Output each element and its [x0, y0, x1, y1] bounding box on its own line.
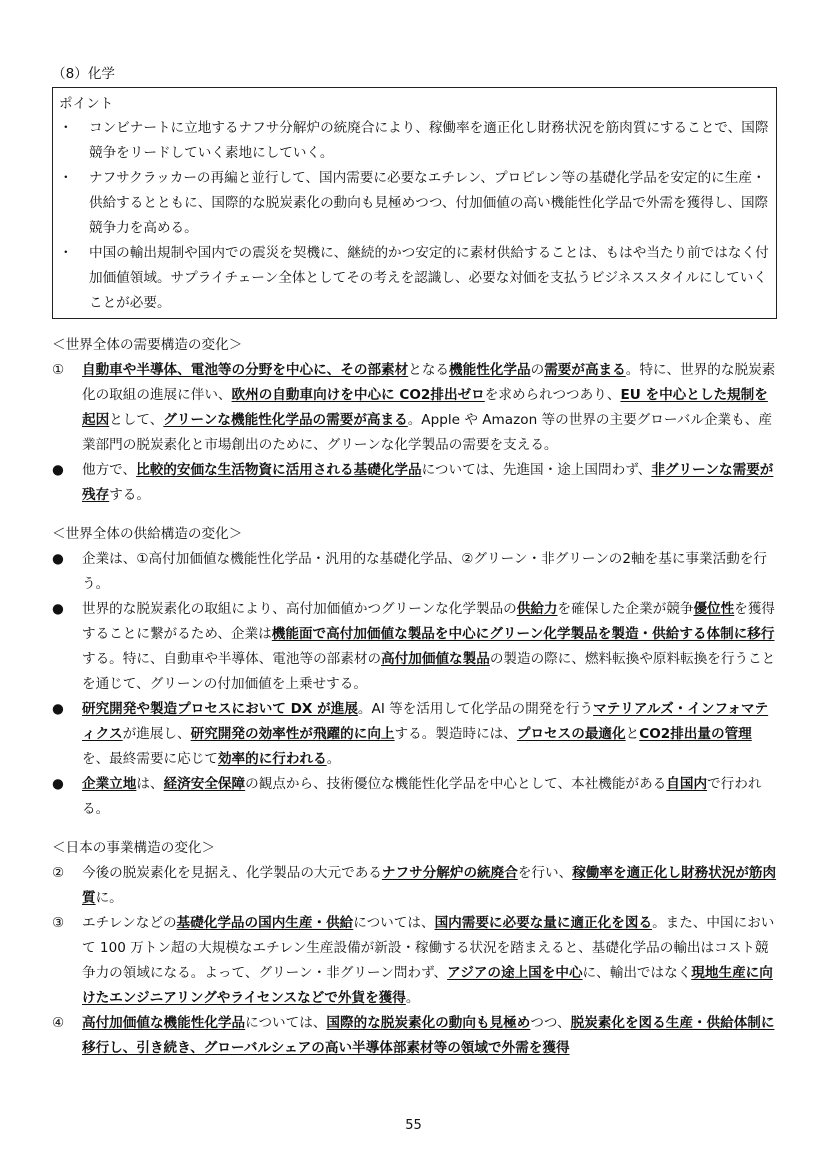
text-segment: については、	[245, 1015, 327, 1031]
text-segment: の製造の際に、燃料転換や原料転換を行うことを通じて、グリーンの付加価値を上乗せする。	[82, 651, 776, 692]
point-item	[59, 166, 772, 241]
item-text	[82, 358, 777, 458]
text-segment: に、輸出ではなく	[582, 965, 692, 981]
emphasized-text: 高付加価値な機能性化学品	[82, 1015, 246, 1031]
point-item-text: コンビナートに立地するナフサ分解炉の統廃合により、稼働率を適正化し財務状況を筋肉質にすることで、国際競争をリードしていく素地にしていく。	[89, 120, 769, 161]
item-text	[82, 597, 777, 697]
section-title: （8）化学	[52, 66, 116, 82]
emphasized-text: 機能面で高付加価値な製品を中心にグリーン化学製品を製造・供給する体制に移行	[271, 626, 775, 642]
body-sections	[52, 333, 777, 1061]
emphasized-text: 脱炭素化を図る生産・供給体制に移行し、引き続き、グローバルシェアの高い半導体部素材等の領域で外需を獲得	[82, 1015, 775, 1056]
emphasized-text: ナフサ分解炉の統廃合	[381, 865, 518, 881]
text-segment: 。	[405, 990, 420, 1006]
item-marker: ●	[52, 701, 64, 717]
list-item	[52, 861, 777, 911]
text-segment: となる	[408, 362, 450, 378]
list-item	[52, 697, 777, 772]
text-segment: の観点から、技術優位な機能性化学品を中心として、本社機能がある	[245, 776, 667, 792]
list-item	[52, 772, 777, 822]
emphasized-text: アジアの途上国を中心	[447, 965, 583, 981]
text-segment: 他方で、	[82, 462, 137, 478]
bullet-marker: ・	[59, 245, 73, 261]
bullet-marker: ・	[59, 120, 73, 136]
text-segment: 。AI 等を活用して化学品の開発を行う	[357, 701, 594, 717]
emphasized-text: 基礎化学品の国内生産・供給	[176, 915, 354, 931]
item-marker: ③	[52, 915, 65, 931]
point-box-title: ポイント	[59, 96, 114, 112]
emphasized-text: 研究開発の効率性が飛躍的に向上	[190, 726, 395, 742]
point-item-text: 中国の輸出規制や国内での震災を契機に、継続的かつ安定的に素材供給することは、もはや当たり前ではなく付加価値領域。サプライチェーン全体としてその考えを認識し、必要な対価を支払うビジネススタイルにしていくことが必要。	[89, 245, 769, 311]
list-item	[52, 911, 777, 1011]
list-item	[52, 597, 777, 697]
emphasized-text: 高付加価値な製品	[381, 651, 490, 667]
text-segment: 。また、中国において 100 万トン超の大規模なエチレン生産設備が新設・稼働する状況を踏まえると、基礎化学品の輸出はコスト競争力の領域になる。よって、グリーン・非グリーン問わず、	[82, 915, 775, 981]
emphasized-text: 企業立地	[82, 776, 137, 792]
emphasized-text: 非グリーンな需要が残存	[82, 462, 774, 503]
item-marker: ②	[52, 865, 65, 881]
text-segment: は、	[136, 776, 164, 792]
emphasized-text: プロセスの最適化	[516, 726, 626, 742]
text-segment: する。特に、自動車や半導体、電池等の部素材の	[82, 651, 382, 667]
emphasized-text: グリーンな機能性化学品の需要が高まる	[163, 412, 408, 428]
text-segment: で行われる。	[82, 776, 762, 817]
text-segment: 。	[326, 751, 341, 767]
item-text	[82, 697, 777, 772]
text-segment: を行い、	[517, 865, 573, 881]
item-text	[82, 861, 777, 911]
text-segment: 。Apple や Amazon 等の世界の主要グローバル企業も、産業部門の脱炭素化と市場創出のために、グリーンな化学製品の需要を支える。	[82, 412, 772, 453]
emphasized-text: 機能性化学品	[449, 362, 531, 378]
page-number: 55	[405, 1118, 422, 1133]
text-segment: と	[625, 726, 640, 742]
list-item	[52, 547, 777, 597]
emphasized-text: 優位性	[693, 601, 735, 617]
item-text	[82, 547, 777, 597]
section-heading: ＜日本の事業構造の変化＞	[52, 840, 216, 856]
item-text	[82, 772, 777, 822]
list-item	[52, 458, 777, 508]
text-segment: については、先進国・途上国問わず、	[421, 462, 652, 478]
emphasized-text: 現地生産に向けたエンジニアリングやライセンスなどで外貨を獲得	[82, 965, 773, 1006]
point-item-text: ナフサクラッカーの再編と並行して、国内需要に必要なエチレン、プロピレン等の基礎化学品を安定的に生産・供給するとともに、国際的な脱炭素化の動向も見極めつつ、付加価値の高い機能性化学品で外需を獲得し、国際競争力を高める。	[89, 170, 769, 236]
text-segment: の	[530, 362, 545, 378]
point-item	[59, 241, 772, 316]
text-segment: を求められつつあり、	[484, 387, 621, 403]
item-marker: ●	[52, 601, 64, 617]
text-segment: する。製造時には、	[394, 726, 517, 742]
text-segment: 企業は、①高付加価値な機能性化学品・汎用的な基礎化学品、②グリーン・非グリーンの2軸を基に事業活動を行う。	[82, 551, 767, 592]
item-marker: ●	[52, 462, 64, 478]
item-text	[82, 911, 777, 1011]
text-segment: エチレンなどの	[82, 915, 177, 931]
emphasized-text: 国際的な脱炭素化の動向も見極め	[326, 1015, 531, 1031]
text-segment: つつ、	[530, 1015, 571, 1031]
item-text	[82, 1011, 777, 1061]
text-segment: として、	[109, 412, 164, 428]
point-box	[52, 87, 777, 319]
text-segment: する。	[109, 487, 150, 503]
emphasized-text: 研究開発や製造プロセスにおいて DX が進展	[82, 701, 358, 717]
text-segment: を獲得することに繋がるため、企業は	[82, 601, 776, 642]
emphasized-text: CO2排出量の管理	[639, 726, 752, 742]
section-heading: ＜世界全体の供給構造の変化＞	[52, 526, 243, 542]
emphasized-text: 自国内	[666, 776, 708, 792]
emphasized-text: 需要が高まる	[544, 362, 626, 378]
emphasized-text: 自動車や半導体、電池等の分野を中心に、その部素材	[82, 362, 409, 378]
emphasized-text: 効率的に行われる	[217, 751, 327, 767]
point-item	[59, 116, 772, 166]
text-segment: に。	[95, 890, 123, 906]
text-segment: を、最終需要に応じて	[82, 751, 218, 767]
text-segment: を確保した企業が競争	[557, 601, 694, 617]
document-page	[52, 62, 777, 1061]
text-segment: が進展し、	[122, 726, 191, 742]
item-text	[82, 458, 777, 508]
item-marker: ●	[52, 551, 64, 567]
item-marker: ●	[52, 776, 64, 792]
text-segment: については、	[353, 915, 435, 931]
text-segment: 。特に、世界的な脱炭素化の取組の進展に伴い、	[82, 362, 776, 403]
emphasized-text: EU を中心とした規制を起因	[82, 387, 768, 428]
emphasized-text: 国内需要に必要な量に適正化を図る	[434, 915, 653, 931]
emphasized-text: 稼働率を適正化し財務状況が筋肉質	[82, 865, 777, 906]
text-segment: 今後の脱炭素化を見据え、化学製品の大元である	[82, 865, 382, 881]
item-marker: ④	[52, 1015, 65, 1031]
emphasized-text: 欧州の自動車向けを中心に CO2排出ゼロ	[231, 387, 485, 403]
bullet-marker: ・	[59, 170, 73, 186]
item-marker: ①	[52, 362, 65, 378]
emphasized-text: マテリアルズ・インフォマティクス	[82, 701, 769, 742]
emphasized-text: 供給力	[516, 601, 558, 617]
text-segment: 世界的な脱炭素化の取組により、高付加価値かつグリーンな化学製品の	[82, 601, 517, 617]
emphasized-text: 比較的安価な生活物資に活用される基礎化学品	[136, 462, 422, 478]
section-heading: ＜世界全体の需要構造の変化＞	[52, 337, 243, 353]
emphasized-text: 経済安全保障	[163, 776, 246, 792]
list-item	[52, 1011, 777, 1061]
list-item	[52, 358, 777, 458]
